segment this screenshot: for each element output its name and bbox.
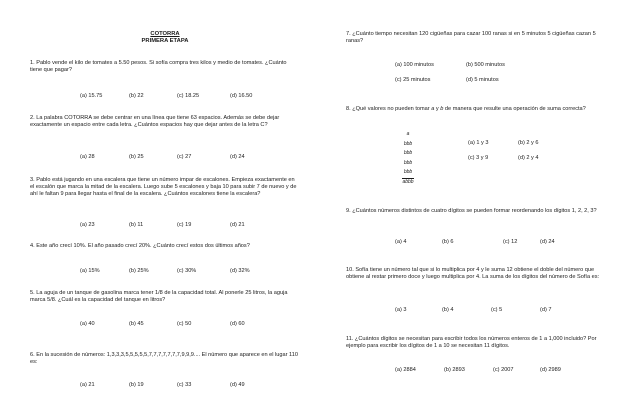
option-c[interactable]: (c) 50 bbox=[177, 321, 192, 327]
option-a[interactable]: (a) 21 bbox=[80, 382, 95, 388]
question-4 bbox=[30, 243, 300, 250]
variable-b: b bbox=[440, 106, 444, 112]
question-6-text: 6. En la sucesión de números: 1,3,3,3,5,5,5,5,5,7,7,7,7,7,7,7,9,9,9.... El número que aparece en el lugar 110 es: bbox=[30, 352, 298, 365]
question-7 bbox=[346, 31, 608, 45]
question-3 bbox=[30, 177, 300, 198]
question-3-text: 3. Pablo está jugando en una escalera que tiene un número impar de escalones. Empieza exactamente en el escalón que marca la mitad de la escalera. Luego sube 5 escalones y baja 10 para subir 7 de nuevo y de ahí le faltan 9 para llegar hasta el final de la escalera. ¿Cuántos escalones tiene la escalera? bbox=[30, 177, 297, 197]
question-11 bbox=[346, 336, 608, 350]
option-c[interactable]: (c) 33 bbox=[177, 382, 192, 388]
variable-a: a bbox=[431, 106, 435, 112]
option-d[interactable]: (d) 49 bbox=[230, 382, 245, 388]
addition-line-2: bbb bbox=[403, 140, 413, 147]
title-line-2: PRIMERA ETAPA bbox=[141, 38, 189, 44]
question-9-text: 9. ¿Cuántos números distintos de cuatro dígitos se pueden formar reordenando los dígitos 1, 2, 2, 3? bbox=[346, 208, 597, 214]
option-a[interactable]: (a) 15.75 bbox=[80, 93, 103, 99]
option-b[interactable]: (b) 25 bbox=[129, 154, 144, 160]
question-2 bbox=[30, 115, 300, 129]
question-11-text: 11. ¿Cuántos dígitos se necesitan para escribir todos los números enteros de 1 a 1,000 incluido? Por ejemplo para escribir los dígitos de 1 a 10 se necesitan 11 dígitos. bbox=[346, 336, 597, 349]
option-a[interactable]: (a) 1 y 3 bbox=[468, 140, 489, 146]
option-d[interactable]: (d) 16.50 bbox=[230, 93, 253, 99]
addition-line-3: bbb bbox=[403, 150, 413, 156]
question-5 bbox=[30, 290, 300, 304]
question-1-text: 1. Pablo vende el kilo de tomates a 5.50 pesos. Si sofía compra tres kilos y medio de tomates. ¿Cuánto tiene que pagar? bbox=[30, 60, 287, 73]
addition-line-4: bbb bbox=[403, 159, 413, 166]
title-line-1: COTORRA bbox=[150, 31, 180, 37]
question-8 bbox=[346, 106, 608, 113]
option-c[interactable]: (c) 19 bbox=[177, 222, 192, 228]
question-10-text: 10. Sofía tiene un número tal que si lo multiplica por 4 y le suma 12 obtiene el doble del número que obtiene al restar primero doce y luego multiplica por 4. La suma de los dígitos del número de Sofía es: bbox=[346, 267, 600, 280]
option-d[interactable]: (d) 24 bbox=[230, 154, 245, 160]
option-d[interactable]: (d) 7 bbox=[540, 307, 552, 313]
option-a[interactable]: (a) 100 minutos bbox=[395, 62, 434, 68]
option-d[interactable]: (d) 32% bbox=[230, 268, 250, 274]
option-b[interactable]: (b) 4 bbox=[442, 307, 454, 313]
option-a[interactable]: (a) 4 bbox=[395, 239, 407, 245]
option-b[interactable]: (b) 22 bbox=[129, 93, 144, 99]
option-d[interactable]: (d) 2 y 4 bbox=[518, 155, 539, 161]
option-b[interactable]: (b) 6 bbox=[442, 239, 454, 245]
option-c[interactable]: (c) 5 bbox=[491, 307, 503, 313]
page-title bbox=[30, 31, 300, 45]
question-9 bbox=[346, 208, 608, 215]
question-7-text: 7. ¿Cuánto tiempo necesitan 120 cigüeñas para cazar 100 ranas si en 5 minutos 5 cigüeñas cazan 5 ranas? bbox=[346, 31, 596, 44]
option-b[interactable]: (b) 19 bbox=[129, 382, 144, 388]
addition-problem bbox=[398, 130, 418, 186]
option-a[interactable]: (a) 23 bbox=[80, 222, 95, 228]
question-8-text: 8. ¿Qué valores no pueden tomar a y b de manera que resulte una operación de suma correcta? bbox=[346, 106, 586, 112]
question-10 bbox=[346, 267, 608, 281]
option-c[interactable]: (c) 3 y 9 bbox=[468, 155, 489, 161]
option-c[interactable]: (c) 27 bbox=[177, 154, 192, 160]
addition-line-5: bbb bbox=[403, 169, 413, 175]
option-b[interactable]: (b) 45 bbox=[129, 321, 144, 327]
option-c[interactable]: (c) 2007 bbox=[493, 367, 514, 373]
option-c[interactable]: (c) 12 bbox=[503, 239, 518, 245]
question-1 bbox=[30, 60, 300, 74]
option-b[interactable]: (b) 2 y 6 bbox=[518, 140, 539, 146]
question-4-text: 4. Este año crecí 10%. El año pasado crecí 20%. ¿Cuánto crecí estos dos últimos años? bbox=[30, 243, 250, 249]
option-b[interactable]: (b) 500 minutos bbox=[466, 62, 505, 68]
option-a[interactable]: (a) 28 bbox=[80, 154, 95, 160]
option-b[interactable]: (b) 25% bbox=[129, 268, 149, 274]
question-6 bbox=[30, 352, 300, 366]
option-d[interactable]: (d) 2989 bbox=[540, 367, 561, 373]
option-d[interactable]: (d) 21 bbox=[230, 222, 245, 228]
option-d[interactable]: (d) 60 bbox=[230, 321, 245, 327]
option-d[interactable]: (d) 5 minutos bbox=[466, 77, 499, 83]
option-a[interactable]: (a) 40 bbox=[80, 321, 95, 327]
option-a[interactable]: (a) 15% bbox=[80, 268, 100, 274]
option-c[interactable]: (c) 30% bbox=[177, 268, 197, 274]
addition-line-1: a bbox=[406, 131, 410, 137]
option-b[interactable]: (b) 2893 bbox=[444, 367, 465, 373]
option-a[interactable]: (a) 2884 bbox=[395, 367, 416, 373]
question-5-text: 5. La aguja de un tanque de gasolina marca tener 1/8 de la capacidad total. Al ponerle 25 litros, la aguja marca 5/8. ¿Cuál es la capacidad del tanque en litros? bbox=[30, 290, 288, 303]
addition-result: abbb bbox=[402, 178, 414, 185]
option-b[interactable]: (b) 11 bbox=[129, 222, 144, 228]
option-c[interactable]: (c) 25 minutos bbox=[395, 77, 431, 83]
option-c[interactable]: (c) 18.25 bbox=[177, 93, 200, 99]
option-d[interactable]: (d) 24 bbox=[540, 239, 555, 245]
question-2-text: 2. La palabra COTORRA se debe centrar en una línea que tiene 63 espacios. Además se debe dejar exactamente un espacio entre cada letra. ¿Cuántos espacios hay que dejar antes de la letra C? bbox=[30, 115, 280, 128]
option-a[interactable]: (a) 3 bbox=[395, 307, 407, 313]
